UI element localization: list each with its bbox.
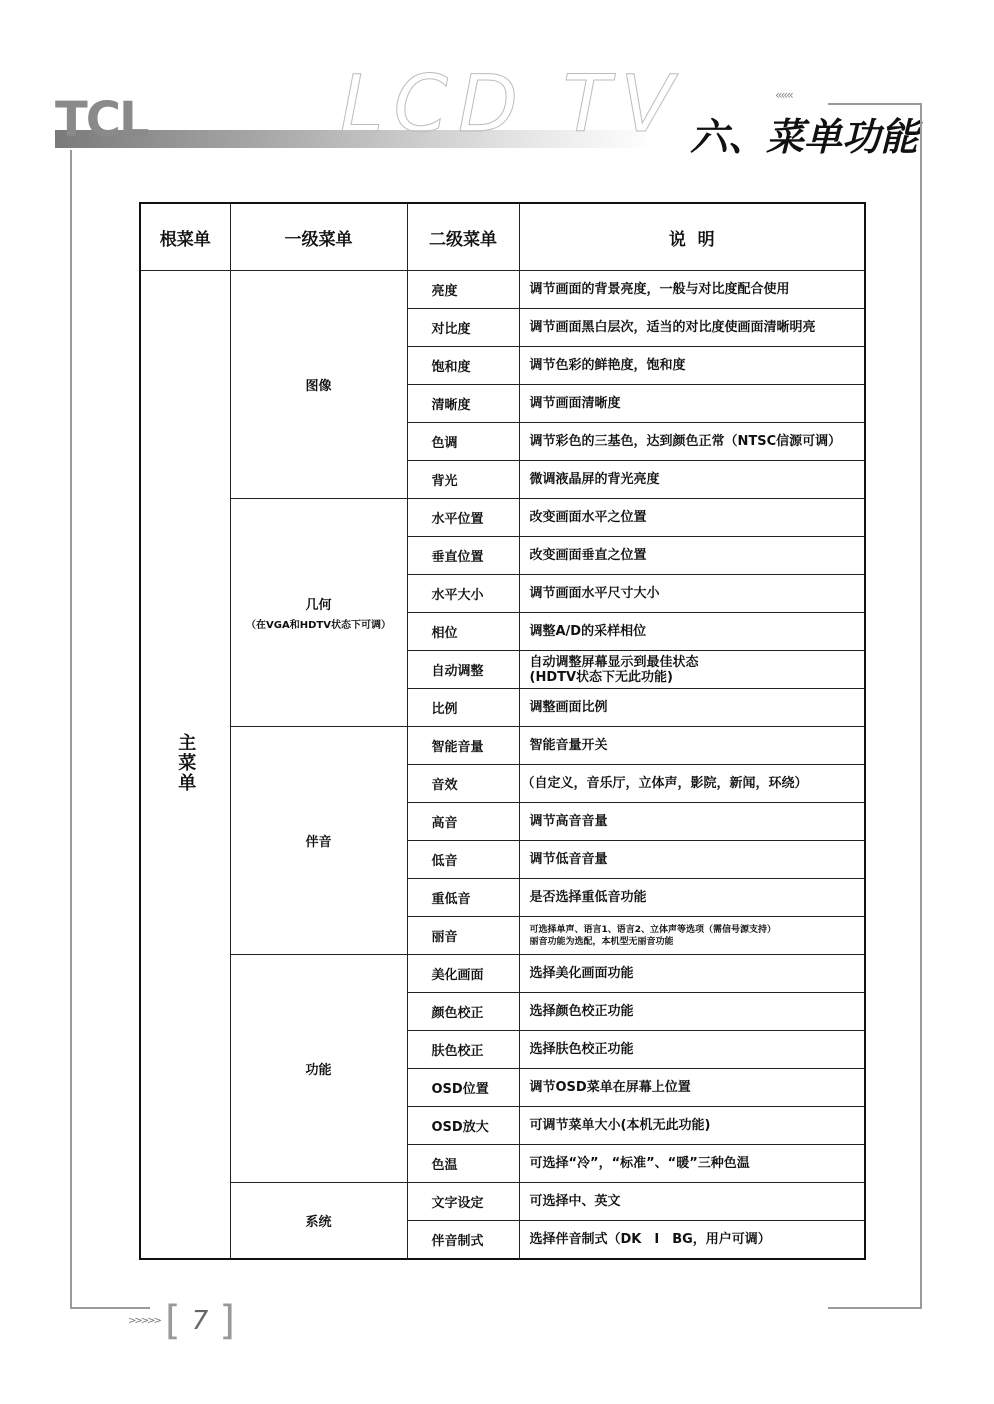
table-row <box>140 955 865 993</box>
item-desc: （自定义，音乐厅，立体声，影院，新闻，环绕） <box>519 765 865 803</box>
item-label: 高音 <box>407 803 519 841</box>
item-desc: 调节画面黑白层次，适当的对比度使画面清晰明亮 <box>519 309 865 347</box>
header-description: 说 明 <box>519 203 865 271</box>
brand-logo: TCL <box>55 92 148 148</box>
group-label: 图像 <box>305 379 332 394</box>
item-desc: 选择伴音制式（DK I BG，用户可调） <box>519 1221 865 1260</box>
bracket-left-icon: [ <box>165 1298 181 1344</box>
table-row <box>140 271 865 309</box>
root-menu-label: 主菜单 <box>175 732 197 793</box>
item-desc: 选择美化画面功能 <box>519 955 865 993</box>
item-desc: 调节低音音量 <box>519 841 865 879</box>
item-desc-line1: 可选择单声、语言1、语言2、立体声等选项（需信号源支持） <box>529 924 777 935</box>
item-label: 色调 <box>407 423 519 461</box>
group-function <box>230 955 407 1183</box>
item-label: 亮度 <box>407 271 519 309</box>
frame-left-rule <box>70 150 72 1308</box>
table-row <box>140 1183 865 1221</box>
item-label: 对比度 <box>407 309 519 347</box>
item-label: 清晰度 <box>407 385 519 423</box>
item-label: 相位 <box>407 613 519 651</box>
header-root-menu: 根菜单 <box>140 203 230 271</box>
header-level2-menu: 二级菜单 <box>407 203 519 271</box>
frame-right-rule <box>920 103 922 1309</box>
page-number: 7 <box>191 1306 209 1336</box>
root-menu-cell <box>140 271 230 1260</box>
item-desc: 选择肤色校正功能 <box>519 1031 865 1069</box>
item-label: 智能音量 <box>407 727 519 765</box>
item-label: 比例 <box>407 689 519 727</box>
item-label: 重低音 <box>407 879 519 917</box>
item-label: 色温 <box>407 1145 519 1183</box>
item-label: 自动调整 <box>407 651 519 689</box>
bracket-right-icon: ] <box>219 1298 235 1344</box>
table-row <box>140 727 865 765</box>
group-label: 功能 <box>305 1063 332 1078</box>
item-label: 背光 <box>407 461 519 499</box>
item-desc: 调整画面比例 <box>519 689 865 727</box>
group-audio <box>230 727 407 955</box>
table-row <box>140 499 865 537</box>
item-label: 水平位置 <box>407 499 519 537</box>
header-level1-menu: 一级菜单 <box>230 203 407 271</box>
item-desc: 调节色彩的鲜艳度，饱和度 <box>519 347 865 385</box>
item-desc: 改变画面垂直之位置 <box>519 537 865 575</box>
item-desc: 调节高音音量 <box>519 803 865 841</box>
item-desc: 调节彩色的三基色，达到颜色正常（NTSC信源可调） <box>519 423 865 461</box>
item-label: 颜色校正 <box>407 993 519 1031</box>
item-label: 伴音制式 <box>407 1221 519 1260</box>
item-desc <box>519 917 865 955</box>
menu-function-table <box>139 202 866 1260</box>
item-desc-line2: 丽音功能为选配，本机型无丽音功能 <box>529 936 674 947</box>
item-desc-line2: (HDTV状态下无此功能) <box>529 669 673 685</box>
item-desc: 调节OSD菜单在屏幕上位置 <box>519 1069 865 1107</box>
item-desc: 是否选择重低音功能 <box>519 879 865 917</box>
item-desc: 可选择“冷”，“标准”、“暖”三种色温 <box>519 1145 865 1183</box>
item-label: 音效 <box>407 765 519 803</box>
item-label: 水平大小 <box>407 575 519 613</box>
item-desc <box>519 651 865 689</box>
page-title: 六、菜单功能 <box>690 115 919 159</box>
group-geometry <box>230 499 407 727</box>
group-system <box>230 1183 407 1260</box>
item-desc: 可调节菜单大小(本机无此功能) <box>519 1107 865 1145</box>
item-label: OSD放大 <box>407 1107 519 1145</box>
frame-top-right-rule <box>828 103 922 105</box>
item-desc-line1: 自动调整屏幕显示到最佳状态 <box>529 654 699 670</box>
table-header-row <box>140 203 865 271</box>
item-label: 肤色校正 <box>407 1031 519 1069</box>
item-desc: 微调液晶屏的背光亮度 <box>519 461 865 499</box>
item-desc: 选择颜色校正功能 <box>519 993 865 1031</box>
group-label: 伴音 <box>305 835 332 850</box>
item-desc: 智能音量开关 <box>519 727 865 765</box>
page-footer <box>128 1298 235 1344</box>
item-desc: 调节画面清晰度 <box>519 385 865 423</box>
item-desc: 调节画面的背景亮度，一般与对比度配合使用 <box>519 271 865 309</box>
item-label: 美化画面 <box>407 955 519 993</box>
item-label: 饱和度 <box>407 347 519 385</box>
group-label: 几何 <box>305 598 332 613</box>
item-desc: 改变画面水平之位置 <box>519 499 865 537</box>
item-desc: 调节画面水平尺寸大小 <box>519 575 865 613</box>
item-desc: 调整A/D的采样相位 <box>519 613 865 651</box>
item-label: 文字设定 <box>407 1183 519 1221</box>
arrows-decoration-icon: >>>>> <box>128 1315 160 1327</box>
group-label: 系统 <box>305 1215 332 1230</box>
item-label: 垂直位置 <box>407 537 519 575</box>
item-label: 丽音 <box>407 917 519 955</box>
chevron-decoration-icon: ‹‹‹‹‹‹ <box>775 88 792 102</box>
item-label: OSD位置 <box>407 1069 519 1107</box>
item-desc: 可选择中、英文 <box>519 1183 865 1221</box>
item-label: 低音 <box>407 841 519 879</box>
group-image <box>230 271 407 499</box>
frame-bottom-right-rule <box>828 1307 922 1309</box>
product-watermark: LCD TV <box>340 60 684 150</box>
group-note: （在VGA和HDTV状态下可调） <box>246 620 391 631</box>
